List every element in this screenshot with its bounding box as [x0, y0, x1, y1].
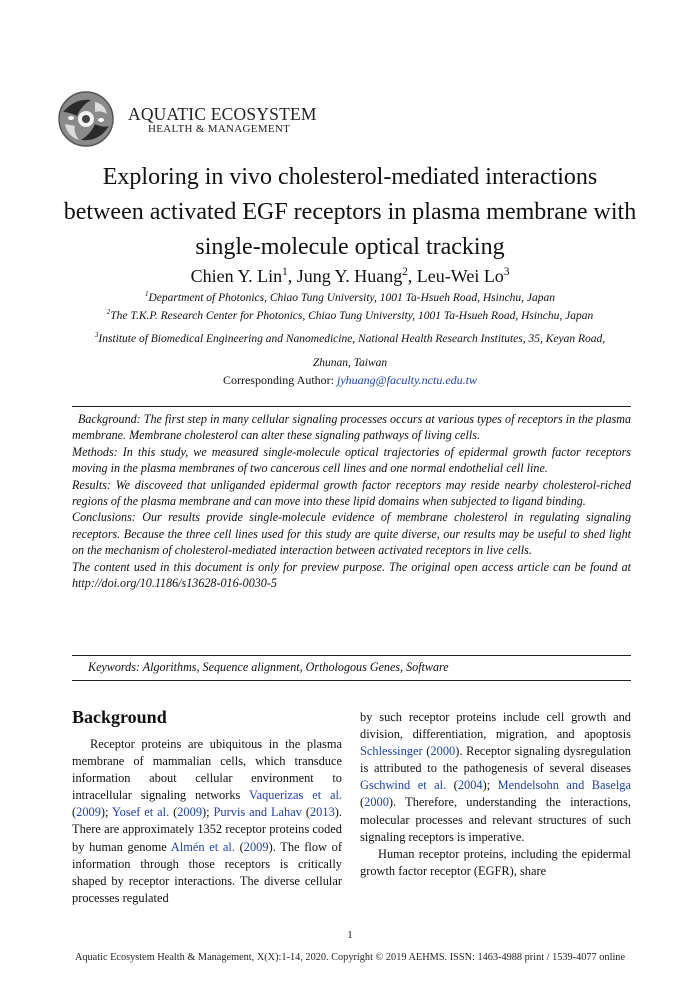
author-list: Chien Y. Lin$^1$, Jung Y. Huang$^2$, Leu-Wei Lo$^3$: [190, 266, 510, 286]
keywords-bottom-rule: [72, 680, 631, 681]
keywords-top-rule: [72, 655, 631, 656]
citation-link[interactable]: 2009: [243, 839, 269, 854]
author-affiliation-marker: 1: [282, 266, 288, 278]
citation-link[interactable]: 2009: [76, 805, 101, 820]
affiliation-3-continued: Zhunan, Taiwan: [312, 357, 388, 369]
abstract-methods: Methods: In this study, we measured single-molecule optical trajectories of epidermal growth factor receptors moving in the plasma membranes of two cancerous cell lines and one normal endothelial cell line.: [72, 444, 631, 476]
journal-subtitle: HEALTH & MANAGEMENT: [148, 123, 291, 135]
citation-link[interactable]: Schlessinger: [360, 744, 423, 759]
citation-link[interactable]: 2004: [457, 778, 483, 793]
journal-logo-icon: [57, 90, 115, 148]
author-name: Leu-Wei Lo: [416, 266, 504, 286]
corresponding-email-link[interactable]: jyhuang@faculty.nctu.edu.tw: [336, 373, 477, 387]
abstract-preview-note: The content used in this document is only for preview purpose. The original open access article can be found at http://doi.org/10.1186/s13628-016-0030-5: [72, 559, 631, 591]
background-paragraph-2: Human receptor proteins, including the epidermal growth factor receptor (EGFR), share: [360, 846, 631, 878]
citation-link[interactable]: Yosef et al.: [111, 805, 170, 820]
section-heading-background: Background: [72, 707, 167, 727]
paper-title: Exploring in vivo cholesterol-mediated interactions between activated EGF receptors in plasma membrane with single-molecule optical tracking: [63, 164, 637, 260]
citation-link[interactable]: 2000: [364, 795, 389, 810]
abstract-top-rule: [72, 406, 631, 407]
affiliation-1: $^1$Department of Photonics, Chiao Tung University, 1001 Ta-Hsueh Road, Hsinchu, Japan: [144, 290, 556, 304]
citation-link[interactable]: Purvis and Lahav: [213, 805, 302, 820]
corresponding-author: [0, 373, 700, 388]
author-affiliation-marker: 3: [503, 266, 510, 278]
citation-link[interactable]: 2000: [430, 744, 456, 759]
page-number: 1: [347, 929, 353, 941]
author-name: Jung Y. Huang: [296, 266, 403, 286]
abstract-background: Background: The first step in many cellular signaling processes occurs at various types of receptors in the plasma membrane. Membrane cholesterol can alter these signaling pathways of living cells.: [72, 412, 631, 443]
corresponding-label: Corresponding Author:: [222, 373, 334, 387]
author-affiliation-marker: 2: [402, 266, 408, 278]
left-column: [72, 707, 342, 907]
citation-link[interactable]: 2009: [177, 805, 203, 820]
citation-link[interactable]: Gschwind et al.: [360, 778, 447, 793]
citation-link[interactable]: Vaquerizas et al.: [249, 788, 343, 803]
background-paragraph-1-continued: by such receptor proteins include cell growth and division, differentiation, migration, and apoptosis Schlessinger (2000). Receptor signaling dysregulation is attributed to the pathogenesis of several diseases Gschwind et al. (2004); Mendelsohn and Baselga (2000). Therefore, understanding the interactions, molecular processes and relevant structures of such signaling receptors is imperative.: [360, 710, 631, 844]
abstract-results: Results: We discoveed that unliganded epidermal growth factor receptors may reside nearby cholesterol-riched regions of the plasma membrane and can move into these lipid domains when subjected to ligand binding.: [72, 477, 631, 509]
citation-link[interactable]: 2013: [309, 805, 335, 820]
right-column: [360, 709, 631, 880]
citation-link[interactable]: Almén et al.: [170, 839, 235, 854]
affiliation-2: $^2$The T.K.P. Research Center for Photonics, Chiao Tung University, 1001 Ta-Hsueh Road, Hsinchu, Japan: [106, 308, 594, 322]
author-name: Chien Y. Lin: [190, 266, 283, 286]
background-paragraph-1: Receptor proteins are ubiquitous in the plasma membrane of mammalian cells, which transduce information about cellular environment to intracellular signaling networks Vaquerizas et al. (2009); Yosef et al. (2009); Purvis and Lahav (2013). There are approximately 1352 receptor proteins coded by human genome Almén et al. (2009). The flow of information through those receptors is critically shaped by receptor interactions. The diverse cellular processes regulated: [72, 737, 343, 905]
abstract-conclusions: Conclusions: Our results provide single-molecule evidence of membrane cholesterol in regulating signaling receptors. Because the three cell lines used for this study are quite diverse, our results may be useful to shed light on the mechanism of cholesterol-mediated interaction between activated receptors in live cells.: [72, 510, 631, 558]
journal-name: AQUATIC ECOSYSTEM: [128, 104, 317, 124]
keywords: Keywords: Algorithms, Sequence alignment, Orthologous Genes, Software: [88, 660, 449, 674]
page-footer: Aquatic Ecosystem Health & Management, X(X):1-14, 2020. Copyright © 2019 AEHMS. ISSN: 1463-4988 print / 1539-4077 online: [74, 952, 626, 963]
affiliation-3: $^3$Institute of Biomedical Engineering and Nanomedicine, National Health Research Institutes, 35, Keyan Road,: [94, 331, 606, 345]
abstract: [72, 411, 631, 591]
citation-link[interactable]: Mendelsohn and Baselga: [497, 778, 631, 793]
